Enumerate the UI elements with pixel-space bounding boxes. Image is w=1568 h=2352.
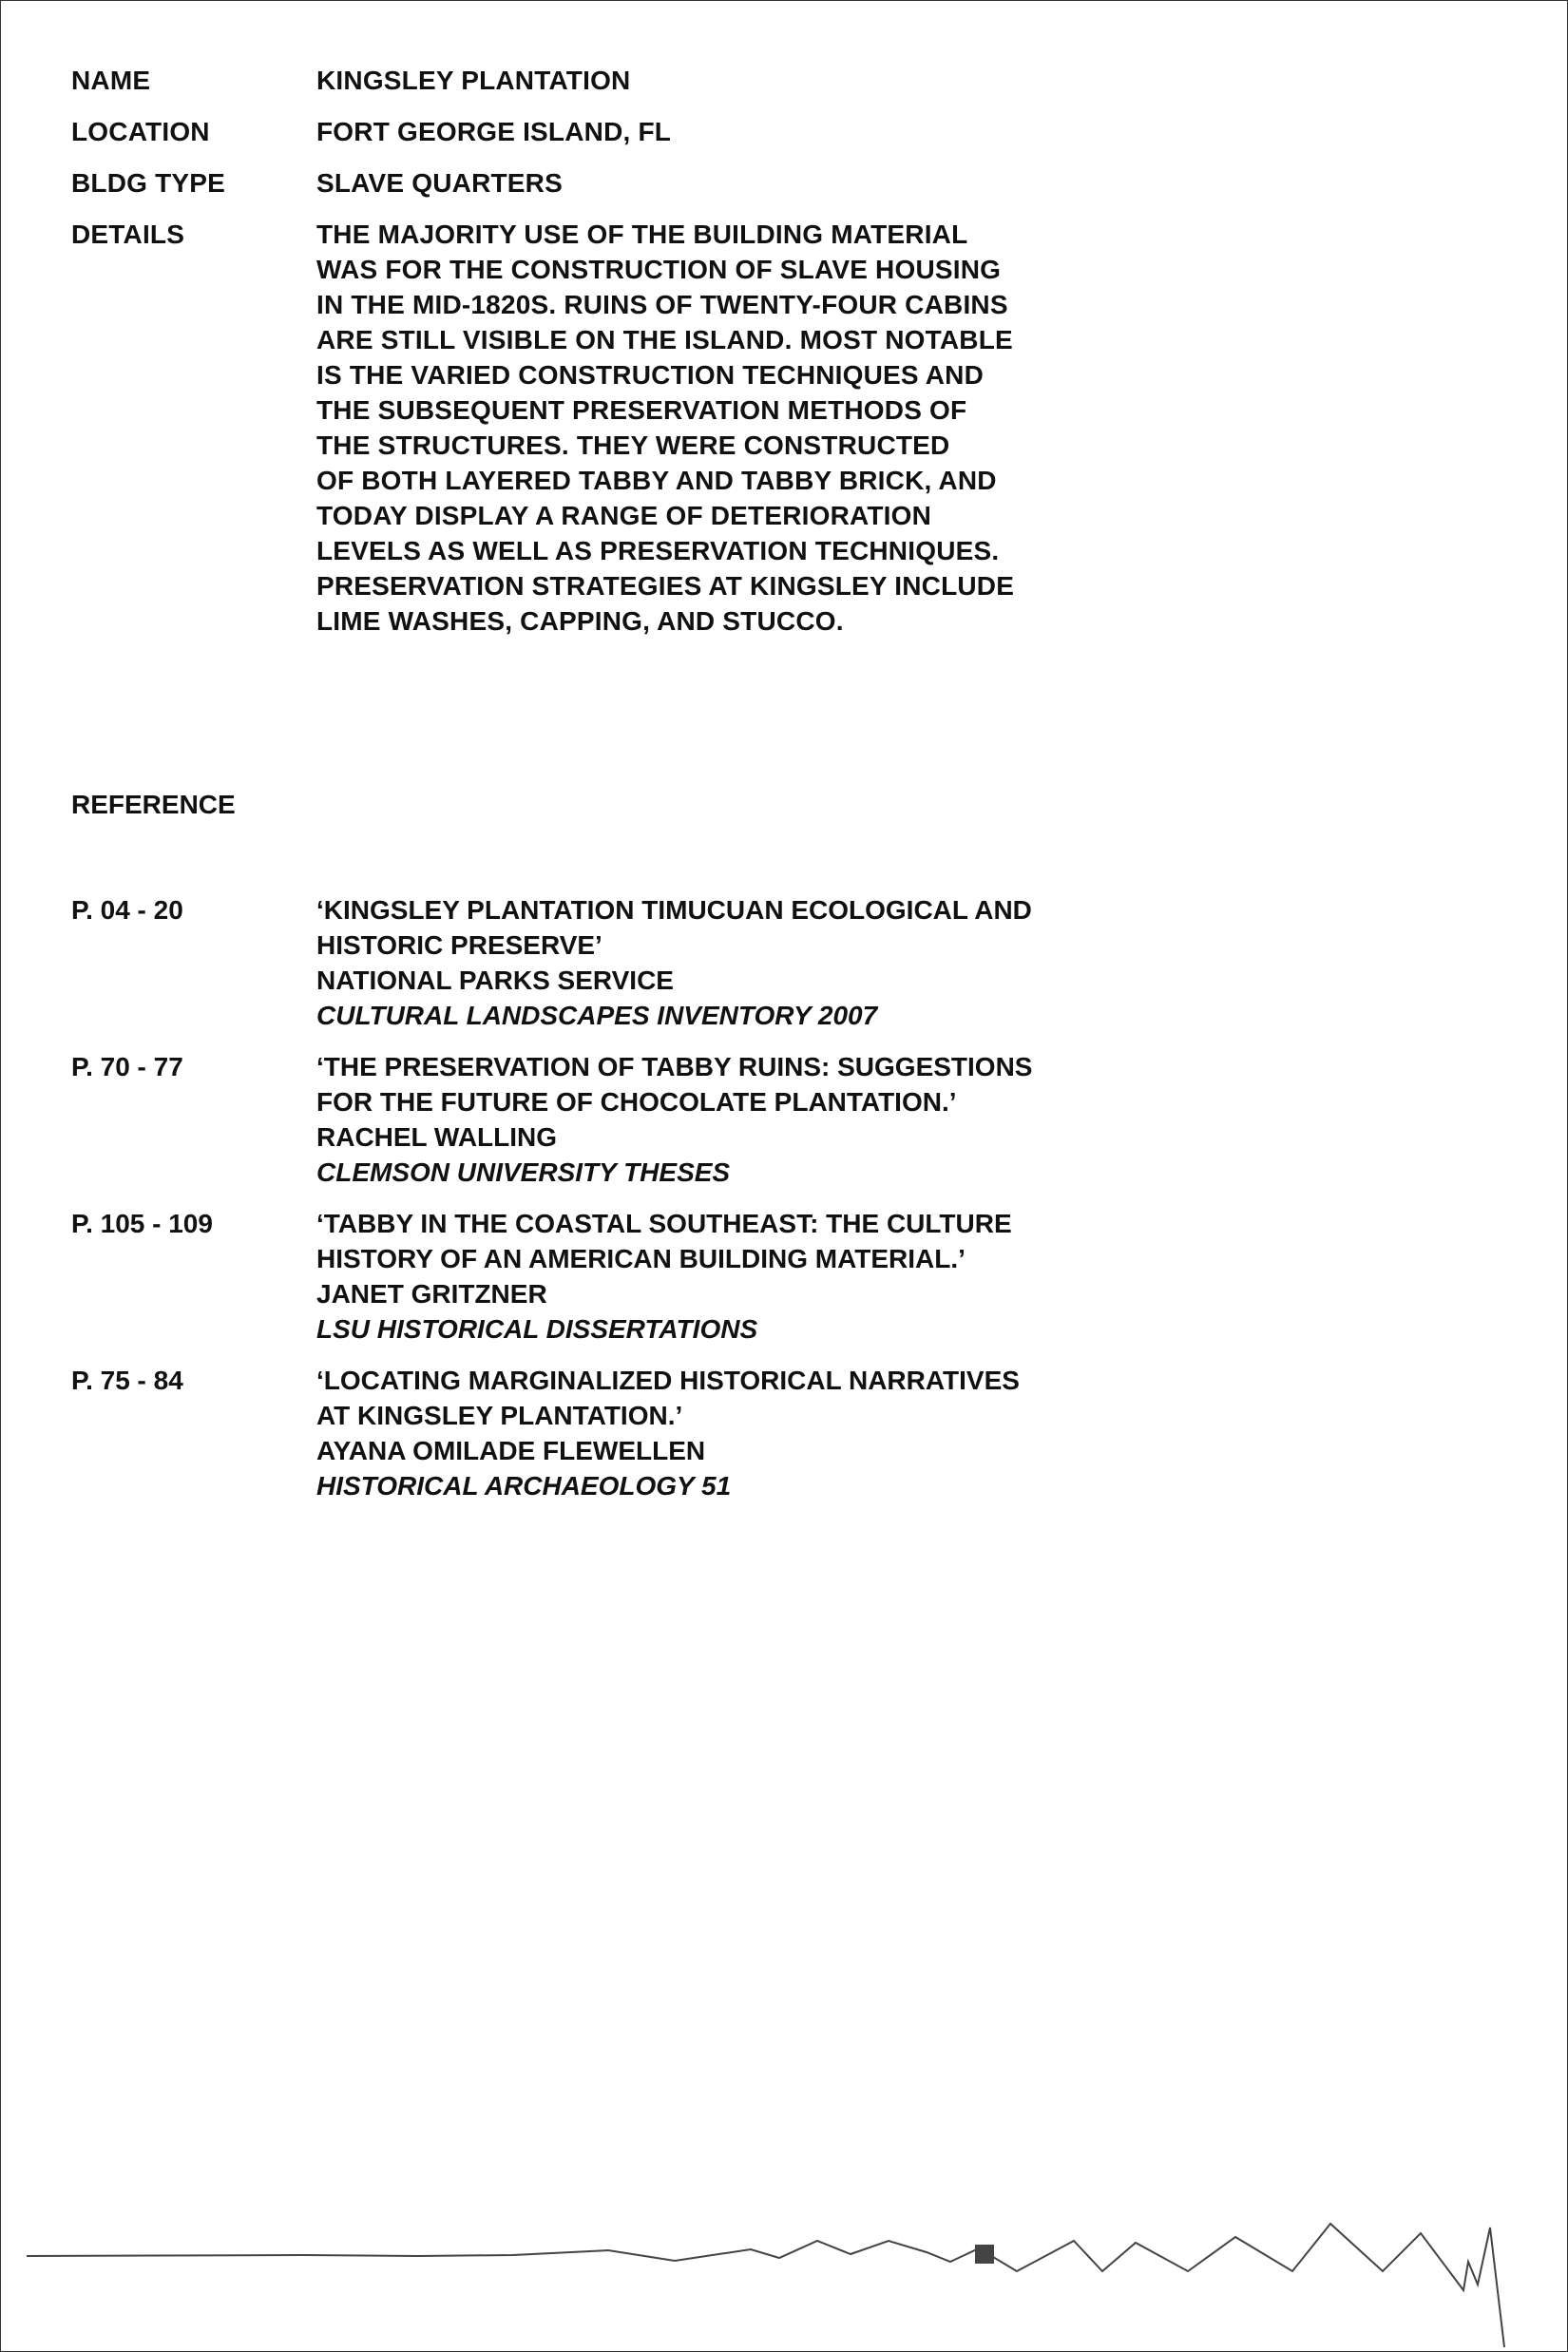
details-line: IN THE MID-1820S. RUINS OF TWENTY-FOUR CABINS — [316, 290, 1008, 319]
building-type-row — [71, 165, 1117, 201]
name-label: NAME — [71, 66, 151, 95]
reference-entry — [316, 892, 1032, 1033]
reference-source: HISTORICAL ARCHAEOLOGY 51 — [316, 1471, 732, 1501]
details-line: IS THE VARIED CONSTRUCTION TECHNIQUES AND — [316, 360, 985, 390]
details-line: THE STRUCTURES. THEY WERE CONSTRUCTED — [316, 430, 950, 460]
reference-pages: P. 04 - 20 — [71, 895, 183, 925]
reference-title-line: FOR THE FUTURE OF CHOCOLATE PLANTATION.’ — [316, 1087, 957, 1117]
details-line: LIME WASHES, CAPPING, AND STUCCO. — [316, 606, 844, 636]
details-line: THE MAJORITY USE OF THE BUILDING MATERIAL — [316, 220, 968, 249]
reference-pages: P. 70 - 77 — [71, 1052, 183, 1081]
reference-title-line: ‘LOCATING MARGINALIZED HISTORICAL NARRATIVES — [316, 1366, 1020, 1395]
name-value: KINGSLEY PLANTATION — [316, 66, 631, 95]
details-text — [316, 217, 1117, 639]
details-line: PRESERVATION STRATEGIES AT KINGSLEY INCLUDE — [316, 571, 1015, 601]
details-line: ARE STILL VISIBLE ON THE ISLAND. MOST NOTABLE — [316, 325, 1013, 354]
reference-title-line: HISTORIC PRESERVE’ — [316, 930, 602, 960]
reference-author: JANET GRITZNER — [316, 1279, 547, 1309]
reference-source: CLEMSON UNIVERSITY THESES — [316, 1157, 731, 1187]
details-row — [71, 217, 1117, 639]
details-line: OF BOTH LAYERED TABBY AND TABBY BRICK, AND — [316, 466, 997, 495]
reference-author: RACHEL WALLING — [316, 1122, 558, 1152]
details-line: TODAY DISPLAY A RANGE OF DETERIORATION — [316, 501, 932, 530]
reference-item — [71, 892, 1117, 1033]
details-line: WAS FOR THE CONSTRUCTION OF SLAVE HOUSING — [316, 255, 1002, 284]
reference-item — [71, 1049, 1117, 1190]
info-section — [71, 63, 1117, 639]
reference-author: AYANA OMILADE FLEWELLEN — [316, 1436, 706, 1465]
reference-heading: REFERENCE — [71, 790, 236, 819]
name-row — [71, 63, 1117, 98]
details-line: LEVELS AS WELL AS PRESERVATION TECHNIQUES. — [316, 536, 1000, 565]
reference-title-line: AT KINGSLEY PLANTATION.’ — [316, 1401, 683, 1430]
location-label: LOCATION — [71, 117, 210, 146]
reference-pages: P. 105 - 109 — [71, 1209, 213, 1238]
reference-title-line: ‘KINGSLEY PLANTATION TIMUCUAN ECOLOGICAL AND — [316, 895, 1032, 925]
reference-item — [71, 1206, 1117, 1347]
reference-author: NATIONAL PARKS SERVICE — [316, 966, 674, 995]
details-line: THE SUBSEQUENT PRESERVATION METHODS OF — [316, 395, 967, 425]
location-row — [71, 114, 1117, 149]
reference-pages: P. 75 - 84 — [71, 1366, 183, 1395]
reference-entry — [316, 1206, 1012, 1347]
progress-marker — [975, 2245, 994, 2264]
reference-source: CULTURAL LANDSCAPES INVENTORY 2007 — [316, 1001, 878, 1030]
reference-title-line: ‘THE PRESERVATION OF TABBY RUINS: SUGGESTIONS — [316, 1052, 1033, 1081]
reference-source: LSU HISTORICAL DISSERTATIONS — [316, 1314, 758, 1344]
reference-item — [71, 1363, 1117, 1503]
details-label: DETAILS — [71, 220, 185, 249]
reference-title-line: HISTORY OF AN AMERICAN BUILDING MATERIAL.’ — [316, 1244, 966, 1273]
building-type-label: BLDG TYPE — [71, 168, 226, 198]
location-value: FORT GEORGE ISLAND, FL — [316, 117, 672, 146]
reference-entry — [316, 1049, 1032, 1190]
building-type-value: SLAVE QUARTERS — [316, 168, 563, 198]
reference-title-line: ‘TABBY IN THE COASTAL SOUTHEAST: THE CULTURE — [316, 1209, 1012, 1238]
reference-entry — [316, 1363, 1020, 1503]
zigzag-line — [27, 2224, 1504, 2347]
reference-list — [71, 892, 1117, 1520]
zigzag-progress-line — [0, 2186, 1568, 2352]
